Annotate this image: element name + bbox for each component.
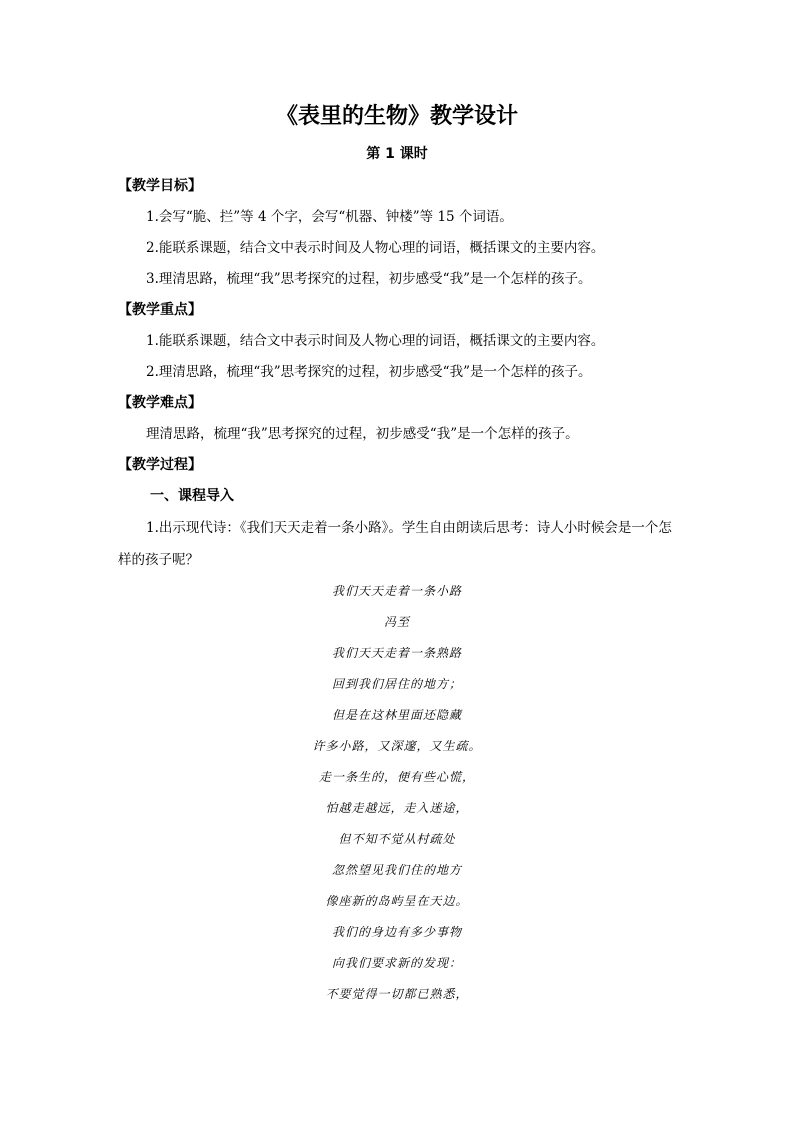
poem-line: 但不知不觉从村疏处 xyxy=(338,832,456,846)
poem-author: 冯至 xyxy=(383,615,410,629)
poem-line: 怕越走越远，走入迷途， xyxy=(325,801,469,815)
page-title: 《表里的生物》教学设计 xyxy=(275,104,518,129)
poem-line: 回到我们居住的地方； xyxy=(331,677,462,691)
page-subtitle: 第 1 课时 xyxy=(366,146,428,162)
difficulties-heading: 【教学难点】 xyxy=(118,395,202,411)
poem-line: 向我们要求新的发现： xyxy=(331,956,462,970)
key-points-item: 1.能联系课题，结合文中表示时间及人物心理的词语，概括课文的主要内容。 xyxy=(146,333,605,349)
poem-line: 走一条生的，便有些心慌， xyxy=(318,770,475,784)
poem-line: 我们的身边有多少事物 xyxy=(331,925,462,939)
poem-line: 像座新的岛屿呈在天边。 xyxy=(325,894,469,908)
key-points-item: 2.理清思路，梳理“我”思考探究的过程，初步感受“我”是一个怎样的孩子。 xyxy=(146,364,592,380)
intro-step-heading: 一、课程导入 xyxy=(150,488,234,504)
goals-item: 2.能联系课题，结合文中表示时间及人物心理的词语，概括课文的主要内容。 xyxy=(146,240,605,256)
goals-item: 3.理清思路，梳理“我”思考探究的过程，初步感受“我”是一个怎样的孩子。 xyxy=(146,271,592,287)
poem-line: 不要觉得一切都已熟悉， xyxy=(325,987,469,1001)
poem-line: 忽然望见我们住的地方 xyxy=(331,863,462,877)
poem-title: 我们天天走着一条小路 xyxy=(331,584,462,598)
poem-line: 我们天天走着一条熟路 xyxy=(331,646,462,660)
poem-line: 许多小路，又深邃，又生疏。 xyxy=(312,739,482,753)
goals-item: 1.会写“脆、拦”等 4 个字，会写“机器、钟楼”等 15 个词语。 xyxy=(146,209,513,225)
intro-step-text: 1.出示现代诗：《我们天天走着一条小路》。学生自由朗读后思考：诗人小时候会是一个怎样的孩子呢？ xyxy=(118,520,672,568)
goals-heading: 【教学目标】 xyxy=(118,178,202,194)
process-heading: 【教学过程】 xyxy=(118,457,202,473)
key-points-heading: 【教学重点】 xyxy=(118,302,202,318)
difficulties-text: 理清思路，梳理“我”思考探究的过程，初步感受“我”是一个怎样的孩子。 xyxy=(146,426,579,442)
poem-line: 但是在这林里面还隐藏 xyxy=(331,708,462,722)
